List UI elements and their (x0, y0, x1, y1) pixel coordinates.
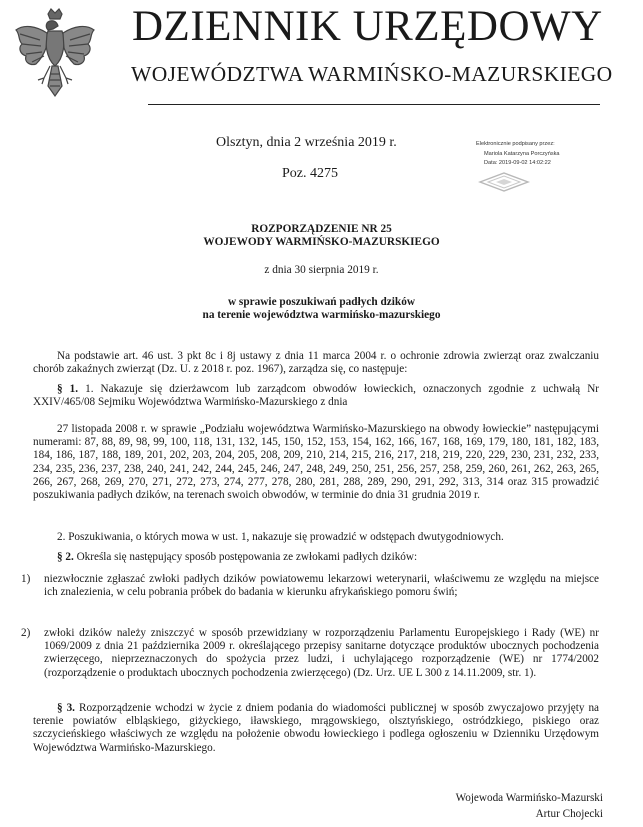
signature-line-2: Mariola Katarzyna Porczyńska (484, 150, 560, 157)
position-number: Poz. 4275 (282, 166, 338, 181)
section-3-text: Rozporządzenie wchodzi w życie z dniem podania do wiadomości publicznej w sposób zwyczajowo przyjęty na terenie powiatów elbląskiego, giżyckiego, iławskiego, mrągowskiego, olsztyńskiego, ostródzkiego, piskiego oraz szczycieńskiego właściwych ze względu na położenie obwodu łowieckiego i podlega ogłoszeniu w Dzienniku Urzędowym Województwa Warmińsko-Mazurskiego. (33, 702, 600, 754)
electronic-signature-info (476, 140, 596, 169)
section-2-label: § 2. (57, 551, 77, 563)
signature-line-1: Elektronicznie podpisany przez: (476, 141, 555, 147)
eagle-emblem-icon (10, 6, 100, 106)
signer-role: Wojewoda Warmińsko-Mazurski (455, 792, 603, 804)
list-item (21, 573, 599, 599)
section-3 (33, 702, 599, 755)
place-date: Olsztyn, dnia 2 września 2019 r. (216, 135, 397, 150)
list-item-number: 1) (21, 573, 31, 585)
section-1-text: 1. Nakazuje się dzierżawcom lub zarządcom obwodów łowieckich, oznaczonych zgodnie z uchwałą Nr XXIV/465/08 Sejmiku Województwa Warmińsko-Mazurskiego z dnia (33, 383, 599, 409)
list-item-text: niezwłocznie zgłaszać zwłoki padłych dzików powiatowemu lekarzowi weterynarii, właściwemu ze względu na miejsce ich znalezienia, w celu pobrania próbek do badania w kierunku afrykańskiego pomoru świń; (44, 573, 599, 599)
section-2-intro (33, 551, 599, 564)
preamble: Na podstawie art. 46 ust. 3 pkt 8c i 8j ustawy z dnia 11 marca 2004 r. o ochronie zdrowia zwierząt oraz zwalczaniu chorób zakaźnych zwierząt (Dz. U. z 2018 r. poz. 1967), zarządza się, co następuje: (33, 350, 599, 376)
list-item-text: zwłoki dzików należy zniszczyć w sposób przewidziany w rozporządzeniu Parlamentu Europejskiego i Rady (WE) nr 1069/2009 z dnia 21 października 2009 r. określającego przepisy sanitarne dotyczące produktów ubocznych pochodzenia zwierzęcego, nieprzeznaczonych do spożycia przez ludzi, i uchylającego rozporządzenie (WE) nr 1774/2002 (rozporządzenie o produktach ubocznych pochodzenia zwierzęcego) (Dz. Urz. UE L 300 z 14.11.2009, str. 1). (44, 627, 599, 679)
act-subject-line-2: na terenie województwa warmińsko-mazurskiego (202, 309, 441, 321)
signature-line-3: Data: 2019-09-02 14:02:22 (484, 160, 551, 166)
section-1-label: § 1. (57, 383, 86, 395)
section-1-paragraph-1 (33, 383, 599, 409)
signer-name: Artur Chojecki (535, 808, 603, 820)
gazette-subtitle: WOJEWÓDZTWA WARMIŃSKO-MAZURSKIEGO (131, 62, 613, 86)
act-title: ROZPORZĄDZENIE NR 25 (251, 223, 392, 235)
act-date: z dnia 30 sierpnia 2019 r. (264, 264, 379, 276)
section-3-label: § 3. (57, 702, 79, 714)
act-subject-line-1: w sprawie poszukiwań padłych dzików (227, 296, 416, 308)
act-issuer: WOJEWODY WARMIŃSKO-MAZURSKIEGO (203, 236, 440, 248)
list-item-number: 2) (21, 627, 31, 639)
section-1-paragraph-2: 2. Poszukiwania, o których mowa w ust. 1, nakazuje się prowadzić w odstępach dwutygodniowych. (57, 531, 504, 543)
section-1-continuation: 27 listopada 2008 r. w sprawie „Podziału województwa Warmińsko-Mazurskiego na obwody łowieckie” następującymi numerami: 87, 88, 89, 98, 99, 100, 118, 131, 132, 145, 150, 152, 153, 154, 162, 166, 167, 168, 169, 179, 180, 181, 182, 183, 184, 186, 187, 188, 189, 201, 202, 203, 204, 205, 208, 209, 210, 214, 215, 216, 217, 218, 219, 220, 229, 230, 231, 232, 233, 234, 235, 236, 237, 238, 240, 241, 242, 244, 245, 246, 247, 248, 249, 250, 251, 256, 257, 258, 259, 260, 261, 262, 263, 265, 266, 267, 268, 269, 270, 271, 272, 273, 274, 277, 278, 280, 281, 288, 289, 290, 291, 292, 313, 314 oraz 315 prowadzić poszukiwania padłych dzików, na terenach swoich obwodów, w terminie do dnia 31 grudnia 2019 r. (33, 423, 599, 502)
gazette-title: DZIENNIK URZĘDOWY (132, 3, 603, 50)
section-2-text: Określa się następujący sposób postępowania ze zwłokami padłych dzików: (76, 551, 418, 563)
signature-seal-icon (476, 171, 532, 193)
header-divider (148, 104, 600, 105)
list-item (21, 627, 599, 680)
